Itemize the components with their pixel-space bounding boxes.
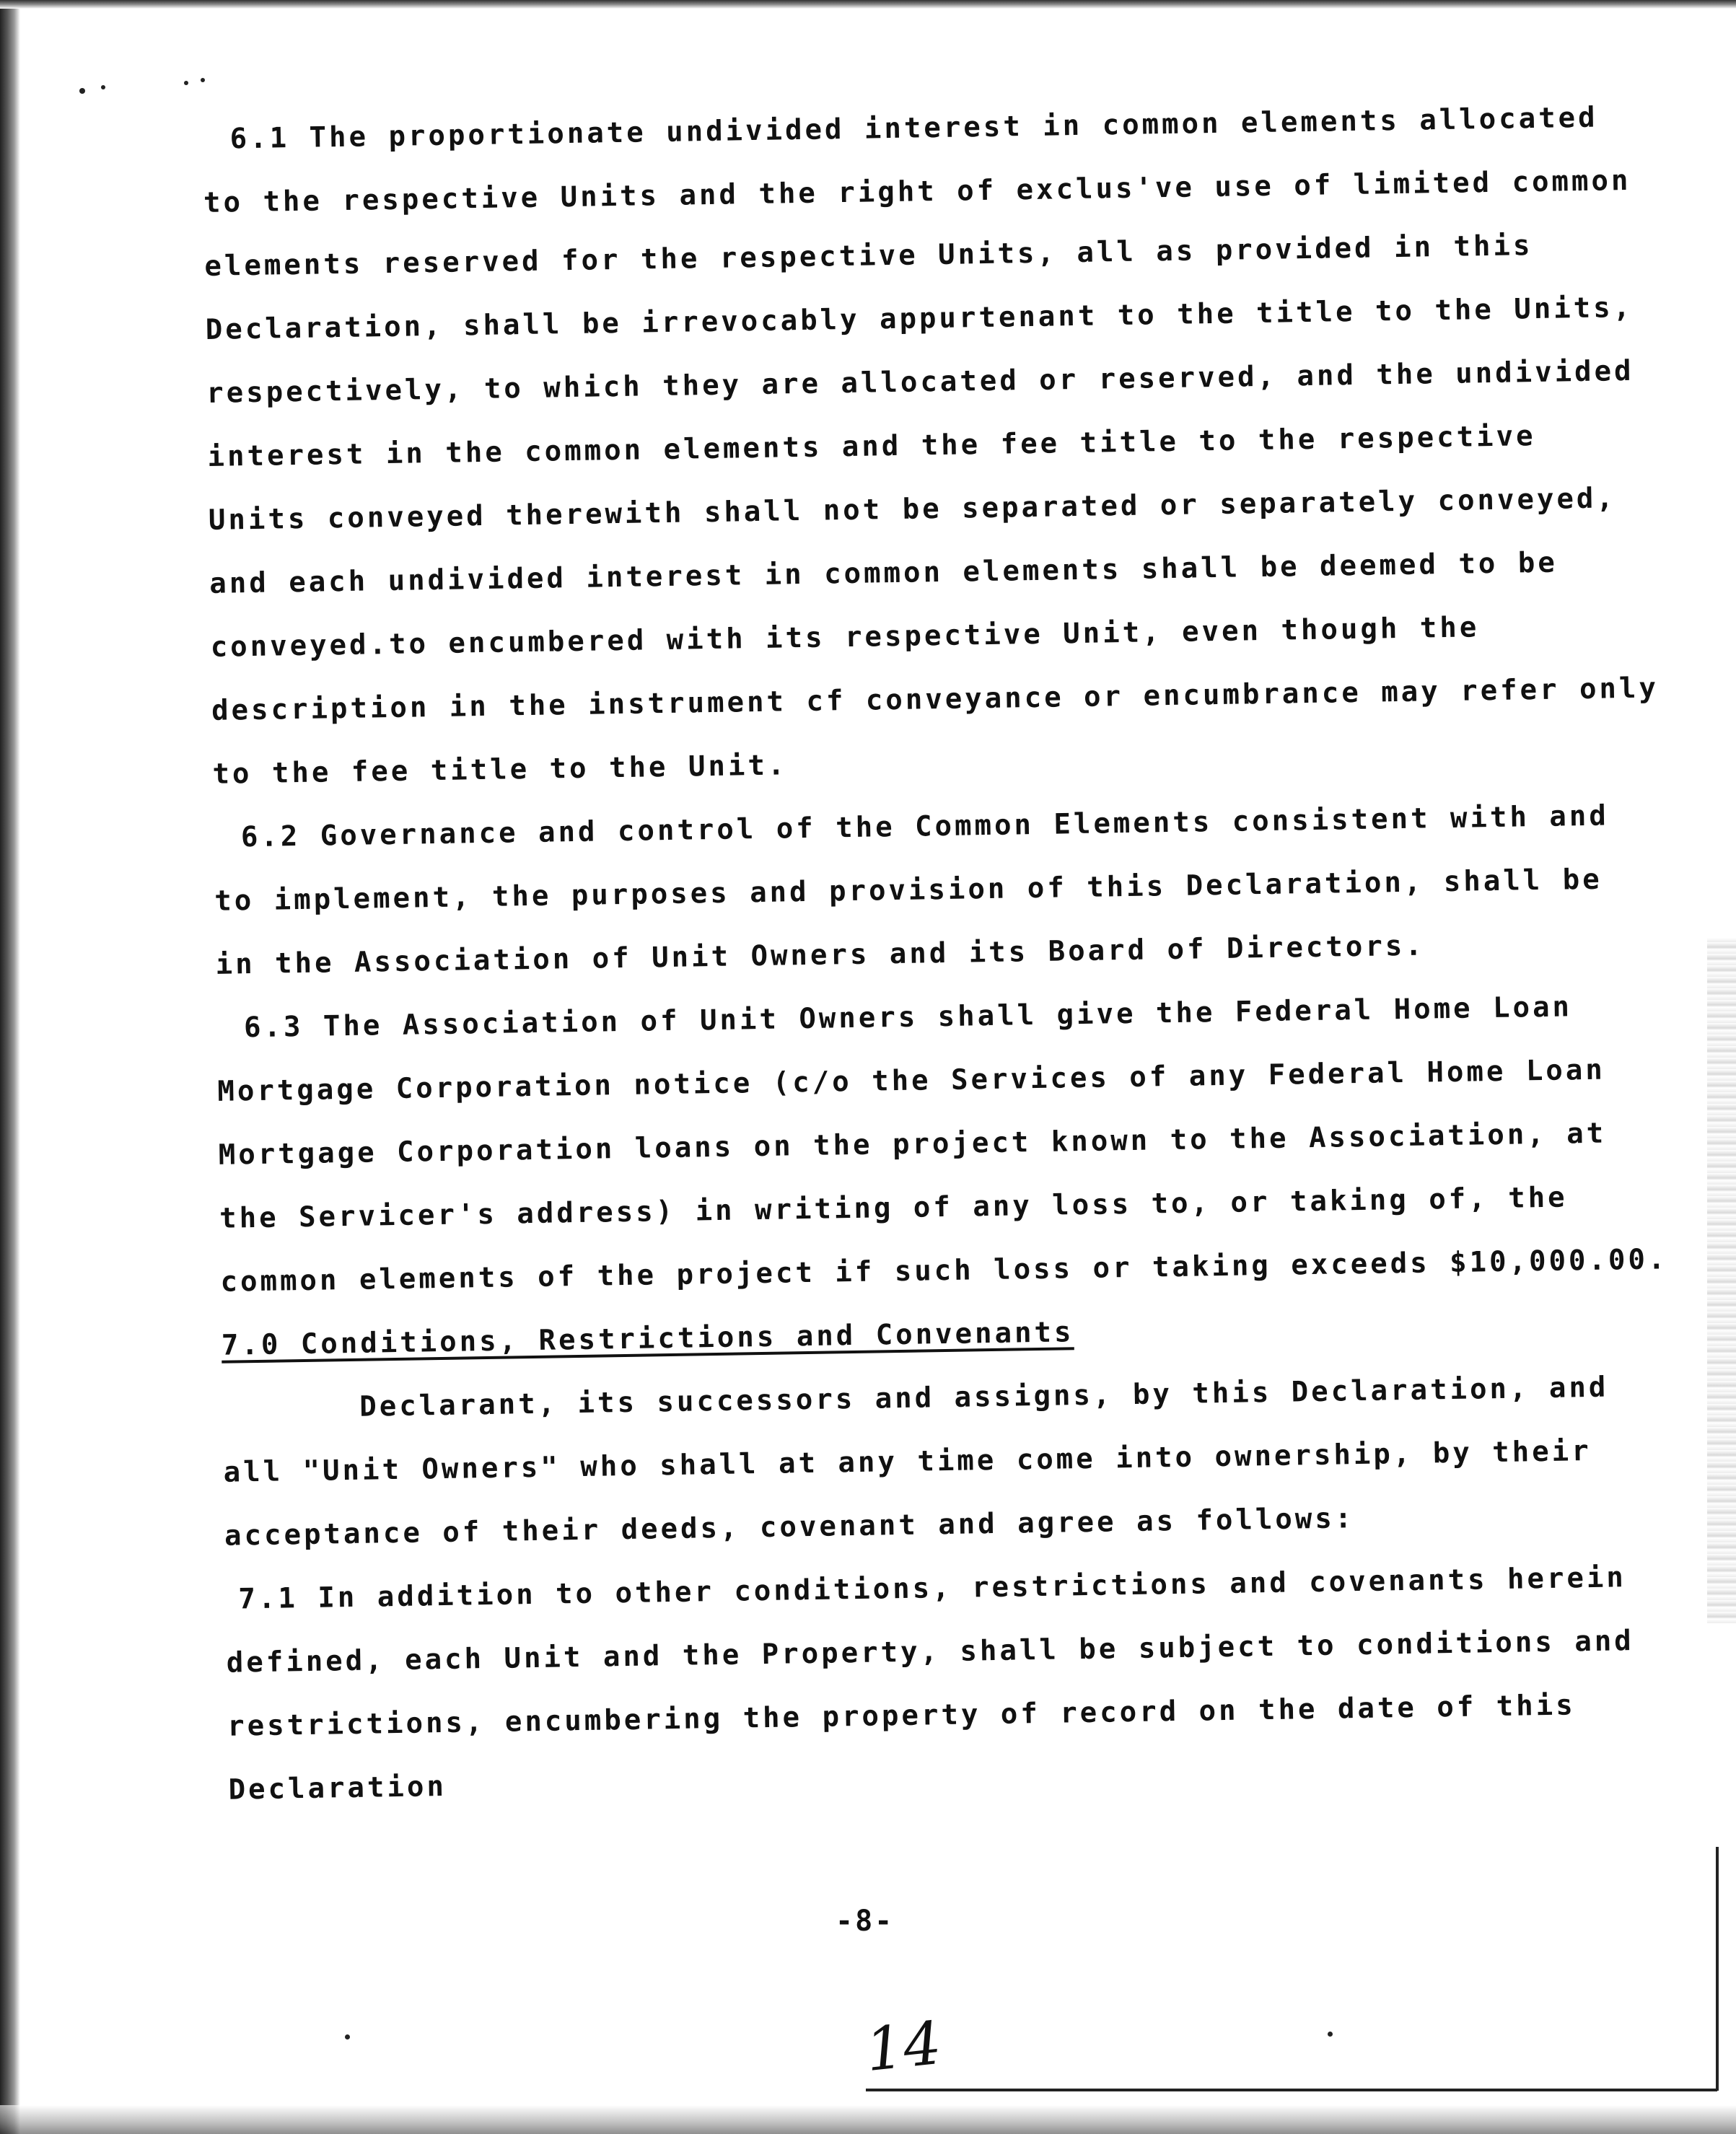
scan-speck bbox=[201, 78, 205, 82]
paragraph-6-1-line: conveyed.to encumbered with its respective Unit, even though the bbox=[210, 611, 1480, 664]
paragraph-6-1-line: 6.1 The proportionate undivided interest in common elements allocated bbox=[229, 101, 1598, 156]
paragraph-6-3-line: the Servicer's address) in writing of any loss to, or taking of, the bbox=[219, 1181, 1568, 1235]
paragraph-6-1-line: to the respective Units and the right of exclus've use of limited common bbox=[203, 164, 1631, 219]
scan-speck bbox=[101, 85, 105, 89]
paragraph-6-1-line: elements reserved for the respective Units, all as provided in this bbox=[204, 229, 1533, 283]
paragraph-6-3-line: Mortgage Corporation notice (c/o the Services of any Federal Home Loan bbox=[217, 1053, 1606, 1108]
paragraph-6-3-line: Mortgage Corporation loans on the project known to the Association, at bbox=[218, 1117, 1607, 1172]
paragraph-6-1-line: interest in the common elements and the fee title to the respective bbox=[207, 420, 1536, 473]
paragraph-6-2-line: 6.2 Governance and control of the Common Elements consistent with and bbox=[240, 799, 1610, 854]
paragraph-6-2-line: in the Association of Unit Owners and its Board of Directors. bbox=[215, 929, 1426, 981]
paragraph-7-intro-line: all "Unit Owners" who shall at any time come into ownership, by their bbox=[223, 1434, 1592, 1489]
scan-top-edge bbox=[0, 0, 1736, 9]
paragraph-6-3-line: common elements of the project if such loss or taking exceeds $10,000.00. bbox=[220, 1243, 1668, 1299]
scan-speck bbox=[1328, 2032, 1333, 2037]
paragraph-7-1-line: Declaration bbox=[228, 1770, 447, 1806]
paragraph-6-1-line: to the fee title to the Unit. bbox=[212, 749, 788, 791]
scan-left-edge bbox=[0, 0, 20, 2134]
page-border-bottom bbox=[866, 2089, 1717, 2091]
paragraph-7-1-line: 7.1 In addition to other conditions, restrictions and covenants herein bbox=[238, 1561, 1627, 1616]
scan-speck bbox=[79, 88, 85, 94]
scan-right-edge bbox=[1707, 938, 1736, 1623]
scan-speck bbox=[184, 81, 188, 85]
scan-bottom-edge bbox=[0, 2105, 1736, 2134]
paragraph-7-intro-line: Declarant, its successors and assigns, by this Declaration, and bbox=[359, 1371, 1609, 1423]
paragraph-7-1-line: defined, each Unit and the Property, shall be subject to conditions and bbox=[226, 1625, 1635, 1679]
paragraph-6-1-line: Declaration, shall be irrevocably appurtenant to the title to the Units, bbox=[205, 291, 1634, 346]
paragraph-6-1-line: and each undivided interest in common elements shall be deemed to be bbox=[209, 546, 1559, 600]
paragraph-6-1-line: description in the instrument cf conveyance or encumbrance may refer only bbox=[211, 672, 1660, 727]
paragraph-6-1-line: respectively, to which they are allocated or reserved, and the undivided bbox=[206, 354, 1634, 410]
page-number: -8- bbox=[836, 1905, 895, 1938]
paragraph-7-1-line: restrictions, encumbering the property of record on the date of this bbox=[227, 1689, 1577, 1743]
paragraph-6-2-line: to implement, the purposes and provision of this Declaration, shall be bbox=[214, 863, 1603, 918]
document-body bbox=[202, 86, 1672, 1822]
paragraph-7-intro-line: acceptance of their deeds, covenant and agree as follows: bbox=[224, 1502, 1355, 1553]
page-border-right bbox=[1716, 1847, 1719, 2091]
section-7-heading: 7.0 Conditions, Restrictions and Convenants bbox=[221, 1316, 1074, 1362]
paragraph-6-3-line: 6.3 The Association of Unit Owners shall give the Federal Home Loan bbox=[243, 991, 1573, 1045]
handwritten-page-number: 14 bbox=[862, 2008, 945, 2086]
scan-speck bbox=[345, 2034, 350, 2039]
paragraph-6-1-line: Units conveyed therewith shall not be separated or separately conveyed, bbox=[208, 482, 1617, 537]
